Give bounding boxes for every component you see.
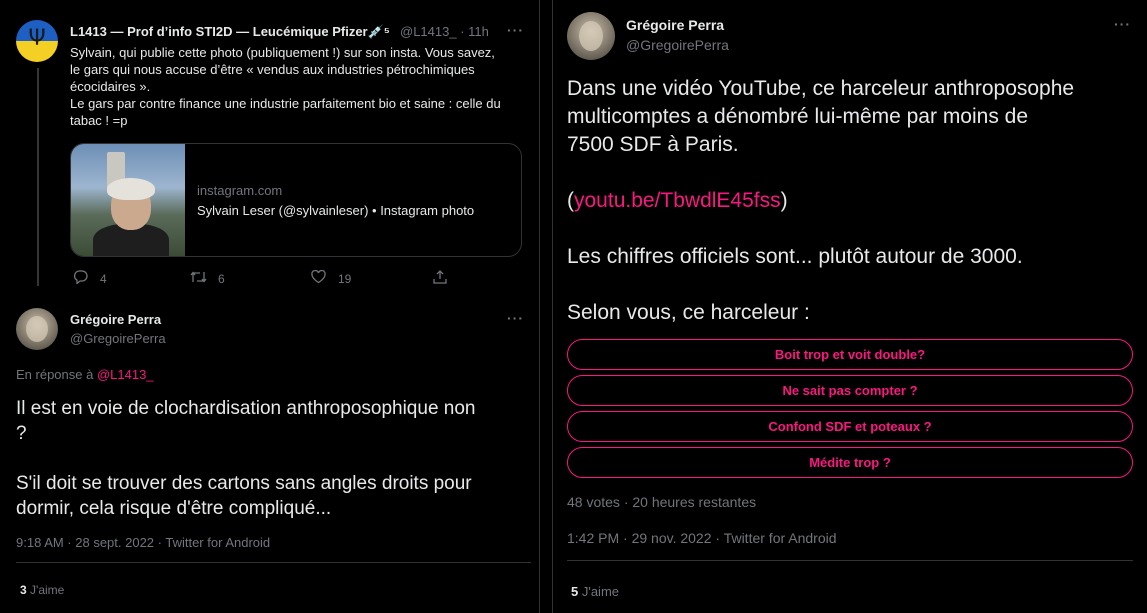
avatar[interactable]	[16, 308, 58, 350]
youtube-link[interactable]: youtu.be/TbwdlE45fss	[574, 189, 781, 212]
poll-status: 48 votes · 20 heures restantes	[567, 494, 757, 510]
tweet-text-line: Selon vous, ce harceleur :	[567, 301, 810, 324]
tweet-timestamp[interactable]: 1:42 PM · 29 nov. 2022 · Twitter for Android	[567, 530, 837, 546]
author-handle[interactable]: @GregoirePerra	[70, 331, 166, 346]
reply-count: 4	[100, 271, 107, 286]
tweet-text-line: écocidaires ».	[70, 79, 151, 94]
likes-count: 3	[20, 583, 27, 597]
likes-stat[interactable]	[20, 583, 64, 597]
retweet-icon	[190, 270, 206, 287]
retweet-count: 6	[218, 271, 225, 286]
reply-prefix: En réponse à	[16, 367, 97, 382]
likes-stat[interactable]	[571, 584, 619, 599]
tweet-text	[567, 75, 1137, 159]
author-name[interactable]: L1413 — Prof d’info STI2D — Leucémique Pfizer💉⁵	[70, 24, 390, 39]
like-count: 19	[338, 271, 352, 286]
tweet-text-line: Les chiffres officiels sont... plutôt autour de 3000.	[567, 245, 1023, 268]
tweet-text-line: tabac ! =p	[70, 113, 128, 128]
likes-label: J'aime	[26, 583, 65, 597]
tweet-text-line: Il est en voie de clochardisation anthroposophique non	[16, 398, 476, 419]
tweet-text-line: S'il doit se trouver des cartons sans angles droits pour	[16, 473, 472, 494]
tweet-text-line: ?	[16, 423, 27, 444]
divider	[16, 562, 531, 563]
retweet-button[interactable]	[190, 270, 225, 287]
card-thumbnail	[71, 144, 185, 257]
tweet-text-line: multicomptes a dénombré lui-même par moins de	[567, 105, 1029, 128]
heart-icon	[310, 270, 326, 287]
avatar[interactable]	[16, 20, 58, 62]
tweet-text-line: Dans une vidéo YouTube, ce harceleur anthroposophe	[567, 77, 1075, 100]
tweet-text-line: Le gars par contre finance une industrie parfaitement bio et saine : celle du	[70, 96, 501, 111]
author-name[interactable]: Grégoire Perra	[70, 312, 162, 327]
share-icon	[432, 270, 448, 287]
more-options-icon[interactable]: ···	[507, 22, 524, 38]
share-button[interactable]	[432, 270, 448, 287]
tweet-text	[70, 44, 530, 129]
reply-button[interactable]	[72, 270, 107, 287]
paren-open: (	[567, 189, 574, 212]
right-tweet	[552, 0, 1147, 613]
poll-option-2[interactable]: Ne sait pas compter ?	[567, 375, 1133, 406]
paren-close: )	[780, 189, 788, 212]
card-domain: instagram.com	[197, 183, 283, 198]
reply-context	[16, 367, 154, 382]
card-title: Sylvain Leser (@sylvainleser) • Instagram photo	[197, 203, 475, 218]
tweet-text-line	[16, 446, 531, 471]
tweet-text	[16, 396, 531, 521]
poll-option-1[interactable]: Boit trop et voit double?	[567, 339, 1133, 370]
reply-icon	[72, 270, 88, 287]
tweet-text-line: le gars qui nous accuse d’être « vendus aux industries pétrochimiques	[70, 62, 475, 77]
trident-icon: Ψ	[28, 26, 46, 51]
likes-count: 5	[571, 584, 579, 599]
author-handle-time[interactable]: @L1413_ · 11h	[400, 24, 489, 39]
reply-mention-link[interactable]: @L1413_	[96, 367, 154, 382]
tweet-link-line	[567, 187, 788, 215]
left-tweet-thread	[0, 0, 540, 613]
thread-line	[37, 68, 39, 286]
more-options-icon[interactable]: ···	[507, 310, 524, 326]
tweet-text-line: 7500 SDF à Paris.	[567, 133, 739, 156]
tweet-timestamp[interactable]: 9:18 AM · 28 sept. 2022 · Twitter for Android	[16, 535, 271, 550]
tweet-text-line: dormir, cela risque d'être compliqué...	[16, 498, 332, 519]
link-preview-card[interactable]	[70, 143, 522, 257]
tweet-text-line: Sylvain, qui publie cette photo (publiquement !) sur son insta. Vous savez,	[70, 45, 495, 60]
avatar[interactable]	[567, 12, 615, 60]
author-name[interactable]: Grégoire Perra	[626, 17, 725, 33]
more-options-icon[interactable]: ···	[1114, 16, 1131, 32]
poll-option-4[interactable]: Médite trop ?	[567, 447, 1133, 478]
poll-option-3[interactable]: Confond SDF et poteaux ?	[567, 411, 1133, 442]
divider	[567, 560, 1133, 561]
likes-label: J'aime	[578, 584, 620, 599]
panel-gap	[541, 0, 552, 613]
like-button[interactable]	[310, 270, 351, 287]
author-handle[interactable]: @GregoirePerra	[626, 37, 729, 53]
